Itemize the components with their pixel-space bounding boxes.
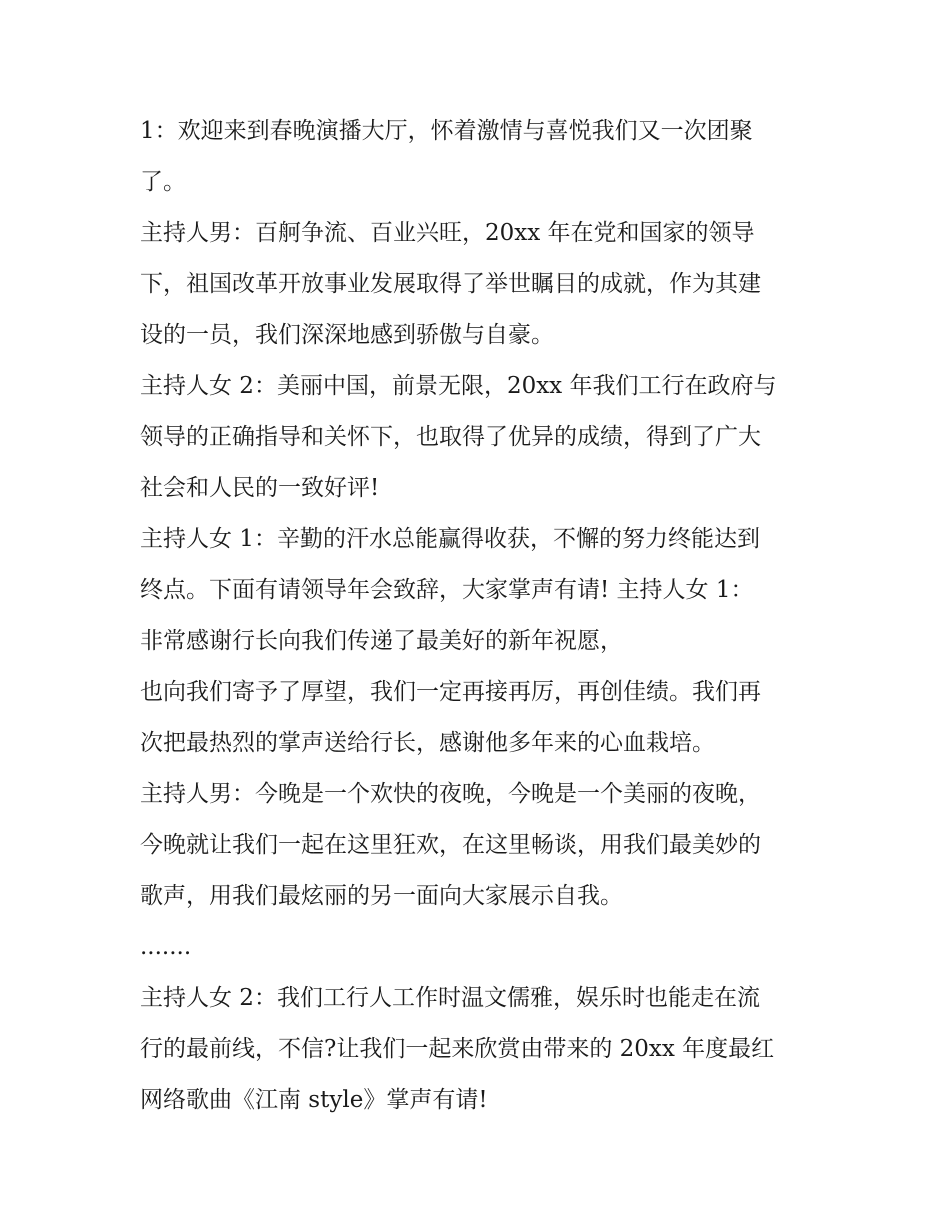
text-line: 主持人男：今晚是一个欢快的夜晚，今晚是一个美丽的夜晚，	[140, 781, 761, 807]
text-line: 也向我们寄予了厚望，我们一定再接再厉，再创佳绩。我们再	[140, 679, 761, 705]
text-line: 主持人女 2：我们工行人工作时温文儒雅，娱乐时也能走在流	[140, 985, 760, 1011]
text-line: 领导的正确指导和关怀下，也取得了优异的成绩，得到了广大	[140, 424, 761, 450]
text-line: 次把最热烈的掌声送给行长，感谢他多年来的心血栽培。	[140, 730, 715, 756]
text-line: 主持人女 2：美丽中国，前景无限，20xx 年我们工行在政府与	[140, 373, 777, 399]
text-line: 主持人女 1：辛勤的汗水总能赢得收获，不懈的努力终能达到	[140, 526, 760, 552]
text-line: .......	[140, 934, 192, 960]
text-line: 行的最前线，不信?让我们一起来欣赏由带来的 20xx 年度最红	[140, 1036, 775, 1062]
document-body	[140, 106, 820, 1126]
text-line: 终点。下面有请领导年会致辞，大家掌声有请! 主持人女 1：	[140, 577, 754, 603]
text-line: 社会和人民的一致好评!	[140, 475, 380, 501]
text-line: 非常感谢行长向我们传递了最美好的新年祝愿，	[140, 628, 623, 654]
text-line: 今晚就让我们一起在这里狂欢，在这里畅谈，用我们最美妙的	[140, 832, 761, 858]
text-line: 网络歌曲《江南 style》掌声有请!	[140, 1087, 488, 1113]
text-line: 歌声，用我们最炫丽的另一面向大家展示自我。	[140, 883, 623, 909]
text-line: 了。	[140, 169, 186, 195]
text-line: 1：欢迎来到春晚演播大厅，怀着激情与喜悦我们又一次团聚	[140, 118, 753, 144]
text-line: 下，祖国改革开放事业发展取得了举世瞩目的成就，作为其建	[140, 271, 761, 297]
text-line: 设的一员，我们深深地感到骄傲与自豪。	[140, 322, 554, 348]
text-line: 主持人男：百舸争流、百业兴旺，20xx 年在党和国家的领导	[140, 220, 755, 246]
